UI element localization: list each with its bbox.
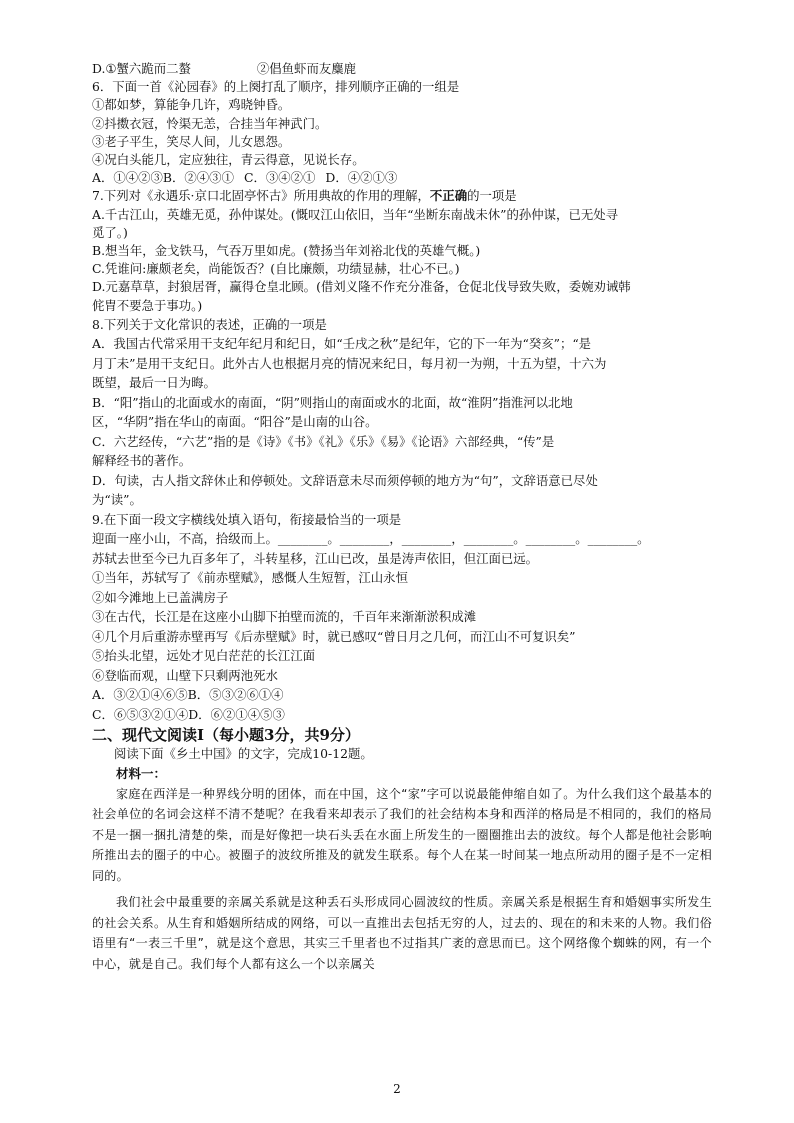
- q8-option-a-line1: A．我国古代常采用干支纪年纪月和纪日，如“壬戌之秋”是纪年，它的下一年为“癸亥”；“是: [92, 336, 592, 352]
- q9-item-6: ⑥登临而观，山壁下只剩两池死水: [92, 667, 278, 683]
- q8-option-c-line1: C．六艺经传，“六艺”指的是《诗》《书》《礼》《乐》《易》《论语》六部经典，“传”是: [92, 433, 555, 449]
- q8-option-b-line1: B．“阳”指山的北面或水的南面，“阴”则指山的南面或水的北面，故“淮阴”指淮河以北地: [92, 394, 573, 410]
- q8-option-a-line2: 月丁未”是用干支纪日。此外古人也根据月亮的情况来纪日，每月初一为朔，十五为望，十六为: [92, 355, 607, 371]
- q6-item-2: ②抖擞衣冠，怜渠无恙，合挂当年神武门。: [92, 115, 328, 131]
- q9-item-3: ③在古代，长江是在这座小山脚下拍壁而流的，千百年来渐渐淤积成滩: [92, 609, 477, 625]
- q6-item-3: ③老子平生，笑尽人间，儿女恩怨。: [92, 133, 291, 149]
- q8-option-d-line2: 为“读”。: [92, 492, 142, 508]
- q6-item-1: ①都如梦，算能争几许，鸡晓钟昏。: [92, 97, 291, 113]
- q7-option-d-line1: D.元嘉草草，封狼居胥，赢得仓皇北顾。(借刘义隆不作充分准备，仓促北伐导致失败，委婉劝诫韩: [92, 279, 631, 295]
- q9-item-4: ④几个月后重游赤壁再写《后赤壁赋》时，就已感叹“曾日月之几何，而江山不可复识矣”: [92, 628, 576, 644]
- q6-option-c: C．③④②①: [243, 170, 316, 186]
- q7-option-c: C.凭谁问:廉颇老矣，尚能饭否？(自比廉颇，功绩显赫，壮心不已。): [92, 261, 460, 277]
- q9-item-2: ②如今滩地上已盖满房子: [92, 589, 229, 605]
- question-8-stem: 8.下列关于文化常识的表述，正确的一项是: [92, 316, 327, 332]
- q6-options-ab: A．①④②③B．②④③①: [92, 170, 234, 186]
- q7-stem-post: 的一项是: [467, 188, 517, 204]
- q7-option-a-line2: 觅了。): [92, 224, 128, 240]
- q6-options: [92, 169, 712, 187]
- q8-option-c-line2: 解释经书的著作。: [92, 453, 192, 469]
- question-6-stem: 6．下面一首《沁园春》的上阕打乱了顺序，排列顺序正确的一组是: [92, 79, 460, 95]
- q7-option-a-line1: A.千古江山，英雄无觅，孙仲谋处。(慨叹江山依旧，当年“坐断东南战未休”的孙仲谋，已无处寻: [92, 206, 619, 222]
- q5-option-d-part2: ②倡鱼虾而友麋鹿: [256, 61, 357, 76]
- document-page: [92, 60, 712, 974]
- q9-item-5: ⑤抬头北望，远处才见白茫茫的长江江面: [92, 648, 316, 664]
- question-7-stem: [92, 187, 712, 205]
- q5-option-d-part1: D.①蟹六跪而二螯: [92, 61, 191, 76]
- q9-options-cd: C．⑥⑤③②①④D．⑥②①④⑤③: [92, 706, 285, 722]
- q7-option-b: B.想当年，金戈铁马，气吞万里如虎。(赞扬当年刘裕北伐的英雄气概。): [92, 243, 481, 259]
- q9-passage-blanks: 迎面一座小山，不高，拾级而上。________。________，________，________。________。________。: [92, 531, 650, 547]
- q8-option-a-line3: 既望，最后一日为晦。: [92, 375, 216, 391]
- q6-item-4: ④况白头能几，定应独往，青云得意，见说长存。: [92, 152, 365, 168]
- q7-stem-emphasis: 不正确: [429, 188, 468, 204]
- q5-option-d: [92, 60, 712, 78]
- material-1-label: 材料一：: [116, 765, 167, 781]
- page-number: 2: [393, 1082, 401, 1096]
- question-9-stem: 9.在下面一段文字横线处填入语句，衔接最恰当的一项是: [92, 511, 402, 527]
- q6-option-d: D．④②①③: [325, 170, 398, 186]
- q9-passage-end: 苏轼去世至今已九百多年了，斗转星移，江山已改，虽是涛声依旧，但江面已远。: [92, 550, 539, 566]
- section-2-intro: 阅读下面《乡土中国》的文字，完成10-12题。: [114, 746, 373, 762]
- q9-item-1: ①当年，苏轼写了《前赤壁赋》，感慨人生短暂，江山永恒: [92, 570, 408, 586]
- q9-options-ab: A．③②①④⑥⑤B．⑤③②⑥①④: [92, 687, 284, 703]
- section-2-heading: 二、现代文阅读Ⅰ（每小题3分，共9分）: [92, 726, 360, 745]
- q7-stem-pre: 7.下列对《永遇乐·京口北固亭怀古》所用典故的作用的理解，: [92, 188, 430, 204]
- q8-option-b-line2: 区，“华阴”指在华山的南面。“阳谷”是山南的山谷。: [92, 414, 378, 430]
- q8-option-d-line1: D．句读，古人指文辞休止和停顿处。文辞语意未尽而须停顿的地方为“句”，文辞语意已尽处: [92, 472, 598, 488]
- material-1-paragraph-1: 家庭在西洋是一种界线分明的团体，而在中国，这个“家”字可以说最能伸缩自如了。为什么我们这个最基本的社会单位的名词会这样不清不楚呢？在我看来却表示了我们的社会结构本身和西洋的格局是不相同的，我们的格局不是一捆一捆扎清楚的柴，而是好像把一块石头丢在水面上所发生的一圈圈推出去的波纹。每个人都是他社会影响所推出去的圈子的中心。被圈子的波纹所推及的就发生联系。每个人在某一时间某一地点所动用的圈子是不一定相同的。: [92, 786, 712, 883]
- material-1-paragraph-2: 我们社会中最重要的亲属关系就是这种丢石头形成同心圆波纹的性质。亲属关系是根据生育和婚姻事实所发生的社会关系。从生育和婚姻所结成的网络，可以一直推出去包括无穷的人，过去的、现在的和未来的人物。我们俗语里有“一表三千里”，就是这个意思，其实三千里者也不过指其广袤的意思而已。这个网络像个蜘蛛的网，有一个中心，就是自己。我们每个人都有这么一个以亲属关: [92, 895, 712, 971]
- q7-option-d-line2: 侂胄不要急于事功。): [92, 297, 203, 313]
